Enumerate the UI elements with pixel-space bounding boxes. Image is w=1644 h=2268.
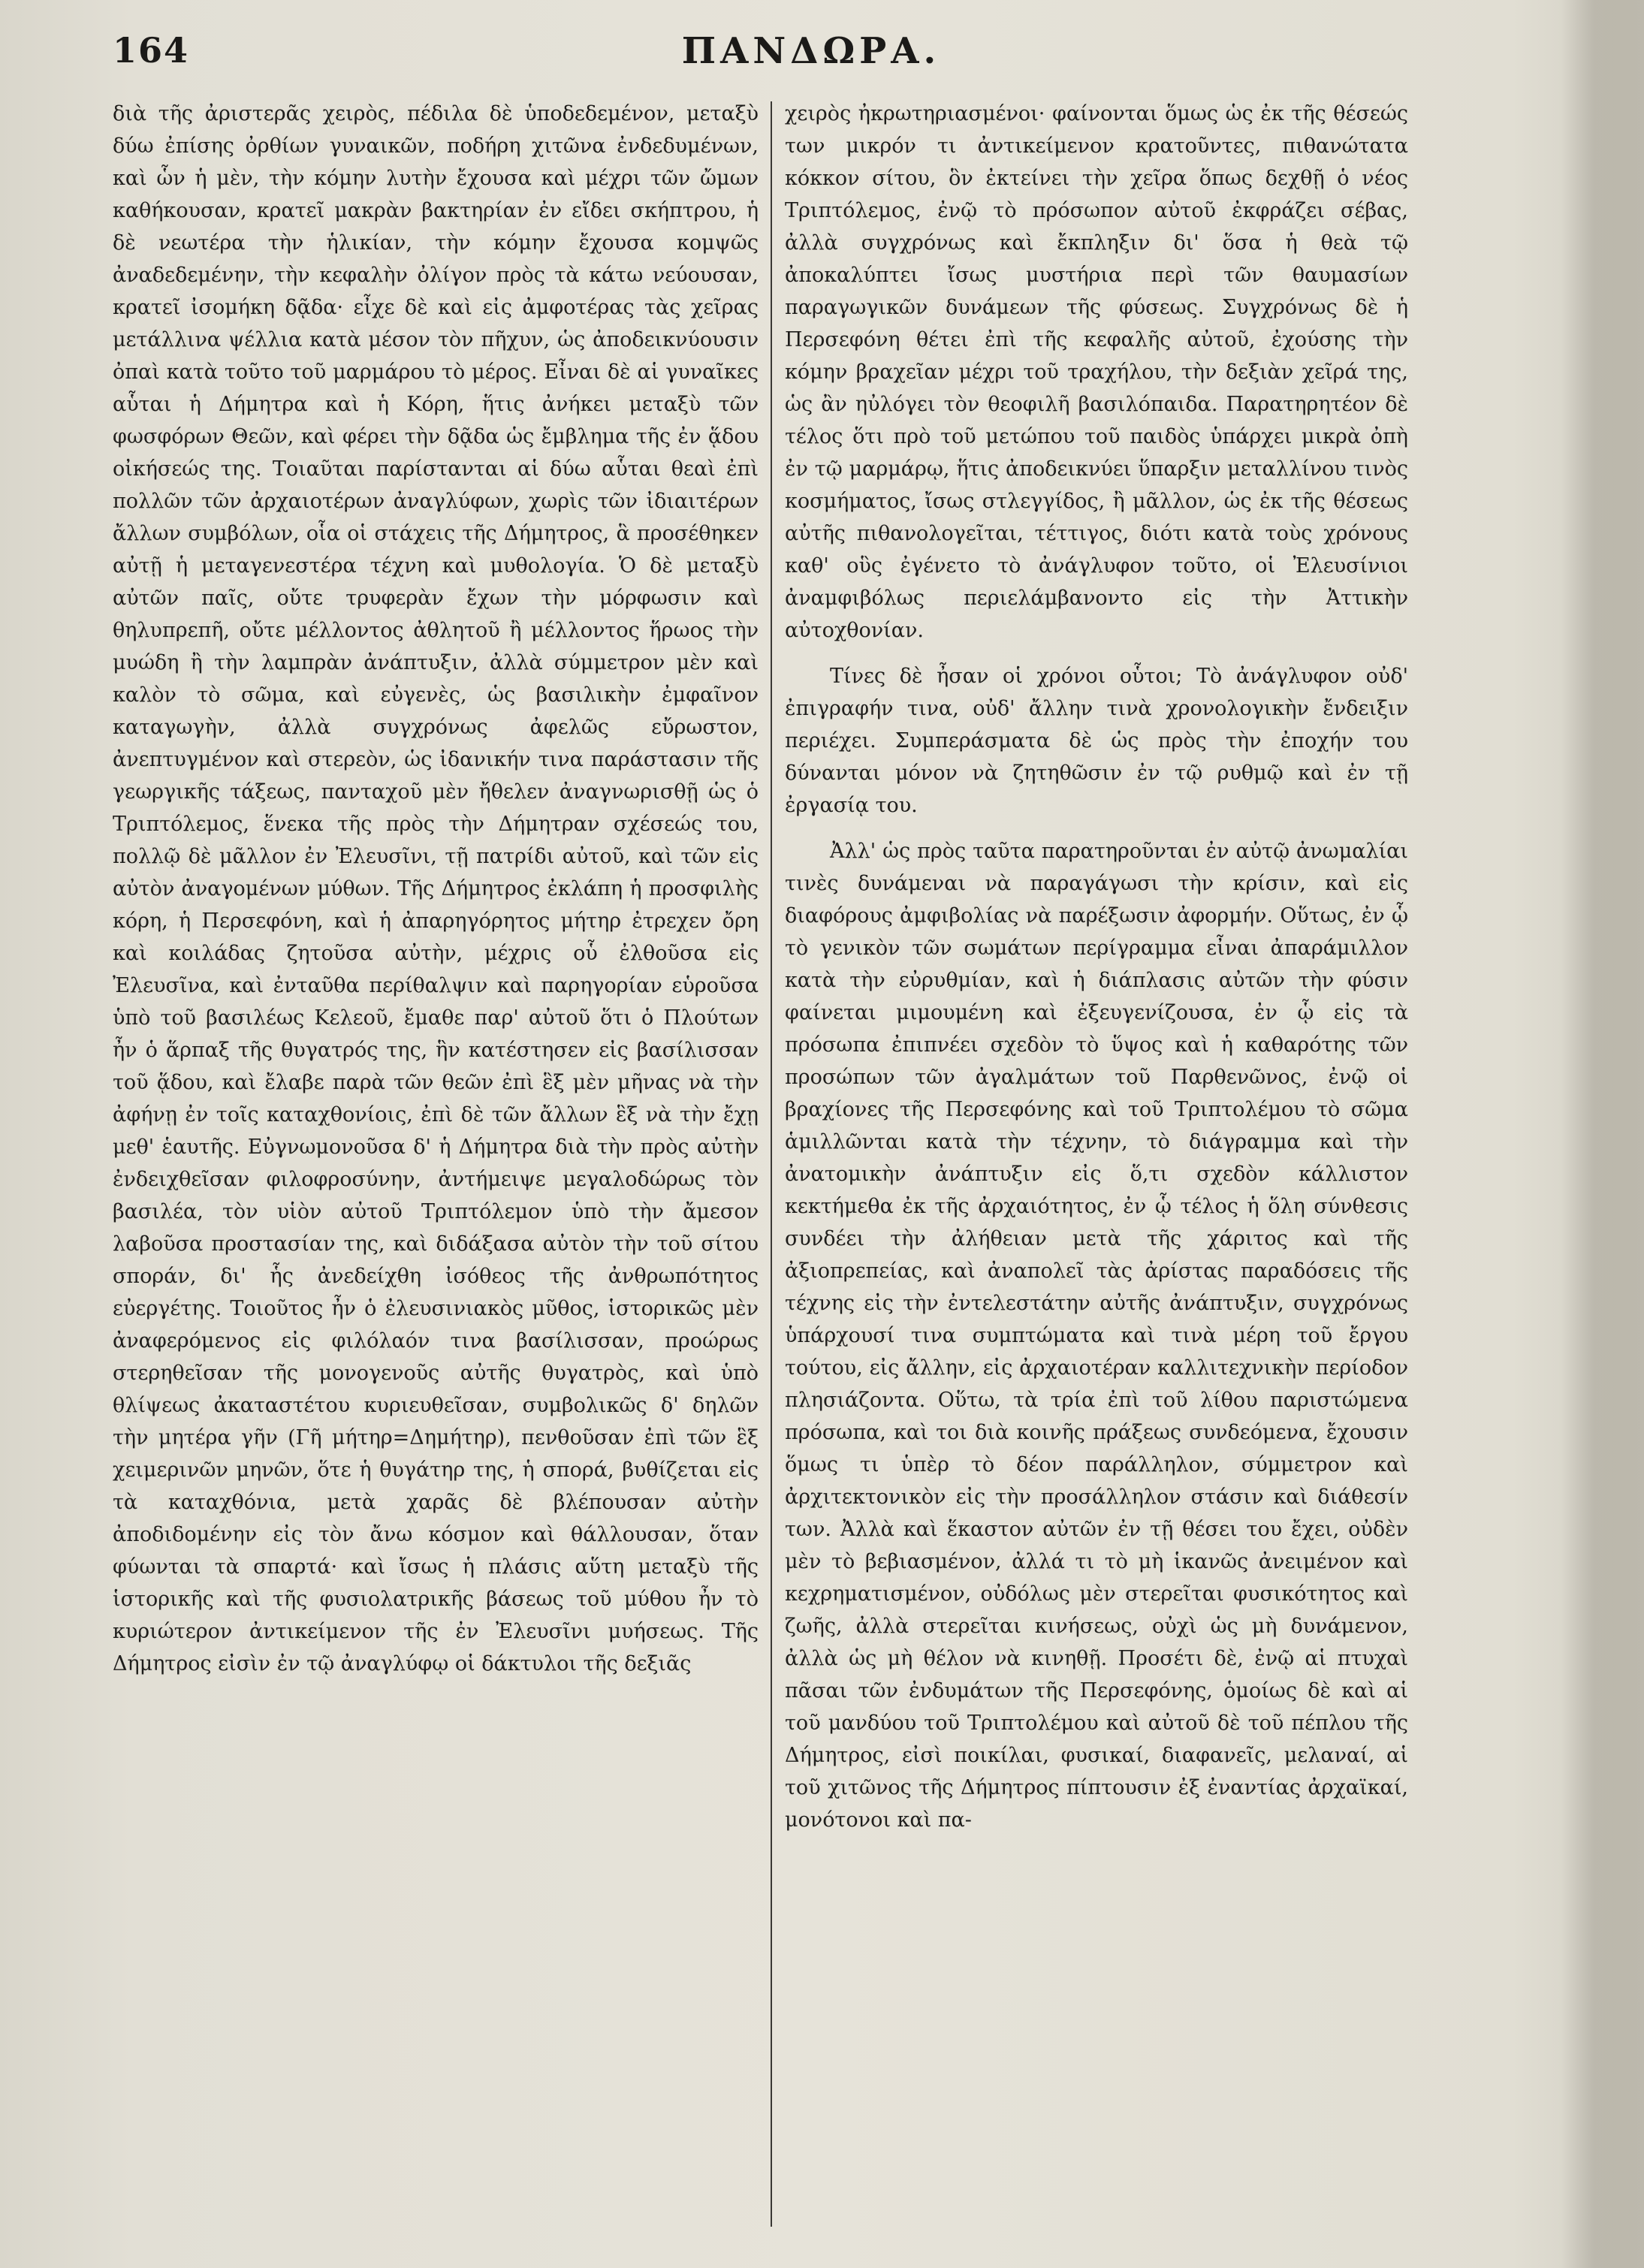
page-number: 164 [113,30,190,71]
right-paragraph-3: Ἀλλ' ὡς πρὸς ταῦτα παρατηροῦνται ἐν αὐτῷ ἀνωμαλίαι τινὲς δυνάμεναι νὰ παραγάγωσι τὴν κρίσιν, καὶ εἰς διαφόρους ἀμφιβολίας νὰ παρέξωσιν ἀφορμήν. Οὕτως, ἐν ᾧ τὸ γενικὸν τῶν σωμάτων περίγραμμα εἶναι ἀπαράμιλλον κατὰ τὴν εὐρυθμίαν, καὶ ἡ διάπλασις αὐτῶν τὴν φύσιν φαίνεται μιμουμένη καὶ ἐξευγενίζουσα, ἐν ᾧ εἰς τὰ πρόσωπα ἐπιπνέει σχεδὸν τὸ ὕψος καὶ ἡ καθαρότης τῶν προσώπων τῶν ἀγαλμάτων τοῦ Παρθενῶνος, ἐνῷ οἱ βραχίονες τῆς Περσεφόνης καὶ τοῦ Τριπτολέμου τὸ σῶμα ἁμιλλῶνται κατὰ τὴν τέχνην, τὸ διάγραμμα καὶ τὴν ἀνατομικὴν ἀνάπτυξιν εἰς ὅ,τι σχεδὸν κάλλιστον κεκτήμεθα ἐκ τῆς ἀρχαιότητος, ἐν ᾧ τέλος ἡ ὅλη σύνθεσις συνδέει τὴν ἀλήθειαν μετὰ τῆς χάριτος καὶ τῆς ἀξιοπρεπείας, καὶ ἀναπολεῖ τὰς ἀρίστας παραδόσεις τῆς τέχνης εἰς τὴν ἐντελεστάτην αὐτῆς ἀνάπτυξιν, συγχρόνως ὑπάρχουσί τινα συμπτώματα καὶ τινὰ μέρη τοῦ ἔργου τούτου, εἰς ἄλλην, εἰς ἀρχαιοτέραν καλλιτεχνικὴν περίοδον πλησιάζοντα. Οὕτω, τὰ τρία ἐπὶ τοῦ λίθου παριστώμενα πρόσωπα, καὶ τοι διὰ κοινῆς πράξεως συνδεόμενα, ἔχουσιν ὅμως τι ὑπὲρ τὸ δέον παράλληλον, σύμμετρον καὶ ἀρχιτεκτονικὸν εἰς τὴν προσάλληλον στάσιν καὶ διάθεσίν των. Ἀλλὰ καὶ ἕκαστον αὐτῶν ἐν τῇ θέσει του ἔχει, οὐδὲν μὲν τὸ βεβιασμένον, ἀλλά τι τὸ μὴ ἱκανῶς ἀνειμένον καὶ κεχρηματισμένον, οὐδόλως μὲν στερεῖται φυσικότητος καὶ ζωῆς, ἀλλὰ στερεῖται κινήσεως, οὐχὶ ὡς μὴ δυνάμενον, ἀλλὰ ὡς μὴ θέλον νὰ κινηθῇ. Προσέτι δὲ, ἐνῷ αἱ πτυχαὶ πᾶσαι τῶν ἐνδυμάτων τῆς Περσεφόνης, ὁμοίως δὲ καὶ αἱ τοῦ μανδύου τοῦ Τριπτολέμου καὶ αὐτοῦ δὲ τοῦ πέπλου τῆς Δήμητρος, εἰσὶ ποικίλαι, φυσικαί, διαφανεῖς, μελαναί, αἱ τοῦ χιτῶνος τῆς Δήμητρος πίπτουσιν ἐξ ἐναντίας ἀρχαϊκαί, μονότονοι καὶ πα- [785,840,1408,1832]
right-paragraph-1: χειρὸς ἠκρωτηριασμένοι· φαίνονται ὅμως ὡς ἐκ τῆς θέσεώς των μικρόν τι ἀντικείμενον κρατοῦντες, πιθανώτατα κόκκον σίτου, ὃν ἐκτείνει τὴν χεῖρα ὅπως δεχθῇ ὁ νέος Τριπτόλεμος, ἐνῷ τὸ πρόσωπον αὐτοῦ ἐκφράζει σέβας, ἀλλὰ συγχρόνως καὶ ἔκπληξιν δι' ὅσα ἡ θεὰ τῷ ἀποκαλύπτει ἴσως μυστήρια περὶ τῶν θαυμασίων παραγωγικῶν δυνάμεων τῆς φύσεως. Συγχρόνως δὲ ἡ Περσεφόνη θέτει ἐπὶ τῆς κεφαλῆς αὐτοῦ, ἐχούσης τὴν κόμην βραχεῖαν μέχρι τοῦ τραχήλου, τὴν δεξιὰν χεῖρά της, ὡς ἂν ηὐλόγει τὸν θεοφιλῆ βασιλόπαιδα. Παρατηρητέον δὲ τέλος ὅτι πρὸ τοῦ μετώπου τοῦ παιδὸς ὑπάρχει μικρὰ ὀπὴ ἐν τῷ μαρμάρῳ, ἥτις ἀποδεικνύει ὕπαρξιν μεταλλίνου τινὸς κοσμήματος, ἴσως στλεγγίδος, ἢ μᾶλλον, ὡς ἐκ τῆς θέσεως αὐτῆς πιθανολογεῖται, τέττιγος, διότι κατὰ τοὺς χρόνους καθ' οὓς ἐγένετο τὸ ἀνάγλυφον τοῦτο, οἱ Ἐλευσίνιοι ἀναμφιβόλως περιελάμβανοντο εἰς τὴν Ἀττικὴν αὐτοχθονίαν. [785,102,1408,642]
page-header [113,30,1510,75]
running-title: ΠΑΝΔΩΡΑ. [681,30,941,72]
column-divider [771,101,772,2227]
page-edge-shadow [1561,0,1644,2268]
right-paragraph-2: Τίνες δὲ ἦσαν οἱ χρόνοι οὗτοι; Τὸ ἀνάγλυφον οὐδ' ἐπιγραφήν τινα, οὐδ' ἄλλην τινὰ χρονολογικὴν ἔνδειξιν περιέχει. Συμπεράσματα δὲ ὡς πρὸς τὴν ἐποχήν του δύνανται μόνον νὰ ζητηθῶσιν ἐν τῷ ρυθμῷ καὶ ἐν τῇ ἐργασίᾳ του. [785,665,1408,817]
right-column [785,98,1408,1836]
left-column [113,98,759,1680]
left-paragraph-1: διὰ τῆς ἀριστερᾶς χειρὸς, πέδιλα δὲ ὑποδεδεμένον, μεταξὺ δύω ἐπίσης ὀρθίων γυναικῶν, ποδήρη χιτῶνα ἐνδεδυμένων, καὶ ὧν ἡ μὲν, τὴν κόμην λυτὴν ἔχουσα καὶ μέχρι τῶν ὤμων καθήκουσαν, κρατεῖ μακρὰν βακτηρίαν ἐν εἴδει σκήπτρου, ἡ δὲ νεωτέρα τὴν ἡλικίαν, τὴν κόμην ἔχουσα κομψῶς ἀναδεδεμένην, τὴν κεφαλὴν ὀλίγον πρὸς τὰ κάτω νεύουσαν, κρατεῖ ἰσομήκη δᾷδα· εἶχε δὲ καὶ εἰς ἀμφοτέρας τὰς χεῖρας μετάλλινα ψέλλια κατὰ μέσον τὸν πῆχυν, ὡς ἀποδεικνύουσιν ὀπαὶ κατὰ τοῦτο τοῦ μαρμάρου τὸ μέρος. Εἶναι δὲ αἱ γυναῖκες αὗται ἡ Δήμητρα καὶ ἡ Κόρη, ἥτις ἀνήκει μεταξὺ τῶν φωσφόρων Θεῶν, καὶ φέρει τὴν δᾷδα ὡς ἔμβλημα τῆς ἐν ᾅδου οἰκήσεώς της. Τοιαῦται παρίστανται αἱ δύω αὗται θεαὶ ἐπὶ πολλῶν τῶν ἀρχαιοτέρων ἀναγλύφων, χωρὶς τῶν ἰδιαιτέρων ἄλλων συμβόλων, οἷα οἱ στάχεις τῆς Δήμητρος, ἃ προσέθηκεν αὐτῇ ἡ μεταγενεστέρα τέχνη καὶ μυθολογία. Ὁ δὲ μεταξὺ αὐτῶν παῖς, οὔτε τρυφερὰν ἔχων τὴν μόρφωσιν καὶ θηλυπρεπῆ, οὔτε μέλλοντος ἀθλητοῦ ἢ μέλλοντος ἥρωος τὴν μυώδη ἢ τὴν λαμπρὰν ἀνάπτυξιν, ἀλλὰ σύμμετρον μὲν καὶ καλὸν τὸ σῶμα, καὶ εὐγενὲς, ὡς βασιλικὴν ἐμφαῖνον καταγωγὴν, ἀλλὰ συγχρόνως ἀφελῶς εὔρωστον, ἀνεπτυγμένον καὶ στερεὸν, ὡς ἰδανικήν τινα παράστασιν τῆς γεωργικῆς τάξεως, πανταχοῦ μὲν ἤθελεν ἀναγνωρισθῇ ὡς ὁ Τριπτόλεμος, ἕνεκα τῆς πρὸς τὴν Δήμητραν σχέσεώς του, πολλῷ δὲ μᾶλλον ἐν Ἐλευσῖνι, τῇ πατρίδι αὐτοῦ, καὶ τῶν εἰς αὐτὸν ἀναγομένων μύθων. Τῆς Δήμητρος ἐκλάπη ἡ προσφιλὴς κόρη, ἡ Περσεφόνη, καὶ ἡ ἀπαρηγόρητος μήτηρ ἐτρεχεν ὄρη καὶ κοιλάδας ζητοῦσα αὐτὴν, μέχρις οὗ ἐλθοῦσα εἰς Ἐλευσῖνα, καὶ ἐνταῦθα περίθαλψιν καὶ παρηγορίαν εὑροῦσα ὑπὸ τοῦ βασιλέως Κελεοῦ, ἔμαθε παρ' αὐτοῦ ὅτι ὁ Πλούτων ἦν ὁ ἅρπαξ τῆς θυγατρός της, ἣν κατέστησεν εἰς βασίλισσαν τοῦ ᾅδου, καὶ ἔλαβε παρὰ τῶν θεῶν ἐπὶ ἓξ μὲν μῆνας νὰ τὴν ἀφήνῃ ἐν τοῖς καταχθονίοις, ἐπὶ δὲ τῶν ἄλλων ἓξ νὰ τὴν ἔχῃ μεθ' ἑαυτῆς. Εὐγνωμονοῦσα δ' ἡ Δήμητρα διὰ τὴν πρὸς αὐτὴν ἐνδειχθεῖσαν φιλοφροσύνην, ἀντήμειψε μεγαλοδώρως τὸν βασιλέα, τὸν υἱὸν αὐτοῦ Τριπτόλεμον ὑπὸ τὴν ἄμεσον λαβοῦσα προστασίαν της, καὶ διδάξασα αὐτὸν τὴν τοῦ σίτου σποράν, δι' ἧς ἀνεδείχθη ἰσόθεος τῆς ἀνθρωπότητος εὐεργέτης. Τοιοῦτος ἦν ὁ ἐλευσινιακὸς μῦθος, ἱστορικῶς μὲν ἀναφερόμενος εἰς φιλόλαόν τινα βασίλισσαν, προώρως στερηθεῖσαν τῆς μονογενοῦς αὐτῆς θυγατρὸς, καὶ ὑπὸ θλίψεως ἀκαταστέτου κυριευθεῖσαν, συμβολικῶς δ' δηλῶν τὴν μητέρα γῆν (Γῆ μήτηρ=Δημήτηρ), πενθοῦσαν ἐπὶ τῶν ἓξ χειμερινῶν μηνῶν, ὅτε ἡ θυγάτηρ της, ἡ σπορά, βυθίζεται εἰς τὰ καταχθόνια, μετὰ χαρᾶς δὲ βλέπουσαν αὐτὴν ἀποδιδομένην εἰς τὸν ἄνω κόσμον καὶ θάλλουσαν, ὅταν φύωνται τὰ σπαρτά· καὶ ἴσως ἡ πλάσις αὕτη μεταξὺ τῆς ἱστορικῆς καὶ τῆς φυσιολατρικῆς βάσεως τοῦ μύθου ἦν τὸ κυριώτερον ἀντικείμενον τῆς ἐν Ἐλευσῖνι μυήσεως. Τῆς Δήμητρος εἰσὶν ἐν τῷ ἀναγλύφῳ οἱ δάκτυλοι τῆς δεξιᾶς [113,102,759,1675]
